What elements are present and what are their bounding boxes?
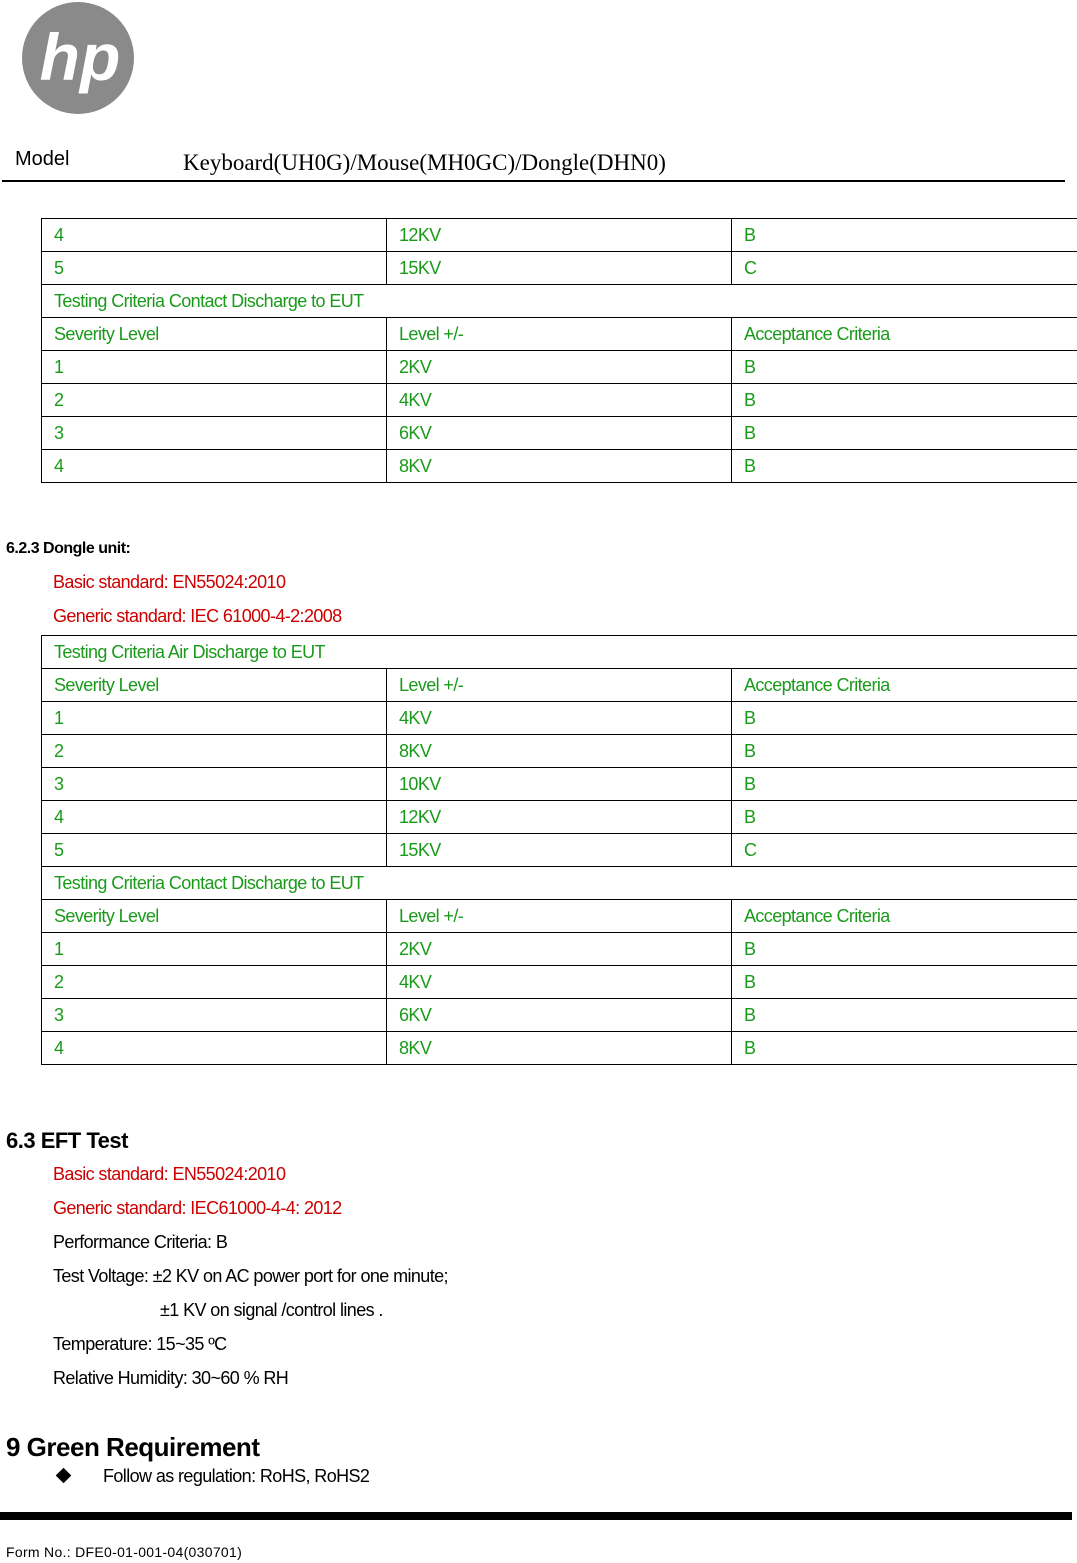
- criteria-cell: B: [732, 450, 1077, 483]
- column-header: Severity Level: [42, 900, 387, 933]
- column-header: Level +/-: [387, 318, 732, 351]
- eft-performance-criteria: Performance Criteria: B: [53, 1232, 228, 1252]
- hp-logo-text: hp: [39, 20, 121, 94]
- eft-heading: 6.3 EFT Test: [6, 1128, 128, 1153]
- severity-cell: 2: [42, 384, 387, 417]
- level-cell: 4KV: [387, 384, 732, 417]
- contact-discharge-title: Testing Criteria Contact Discharge to EUT: [42, 867, 1077, 900]
- form-number: Form No.: DFE0-01-001-04(030701): [6, 1544, 243, 1560]
- severity-cell: 1: [42, 702, 387, 735]
- level-cell: 2KV: [387, 351, 732, 384]
- green-requirement-item: Follow as regulation: RoHS, RoHS2: [103, 1466, 370, 1486]
- severity-cell: 1: [42, 933, 387, 966]
- eft-generic-standard: Generic standard: IEC61000-4-4: 2012: [53, 1198, 342, 1218]
- dongle-esd-table: [41, 635, 1077, 1065]
- severity-cell: 3: [42, 999, 387, 1032]
- table-row: [42, 1032, 1077, 1065]
- level-cell: 8KV: [387, 1032, 732, 1065]
- severity-cell: 1: [42, 351, 387, 384]
- severity-cell: 3: [42, 417, 387, 450]
- criteria-cell: B: [732, 1032, 1077, 1065]
- level-cell: 4KV: [387, 702, 732, 735]
- header-divider: [2, 180, 1065, 182]
- severity-cell: 4: [42, 801, 387, 834]
- diamond-bullet-icon: [56, 1468, 72, 1484]
- table-row: [42, 702, 1077, 735]
- criteria-cell: B: [732, 417, 1077, 450]
- criteria-cell: B: [732, 735, 1077, 768]
- table-row: [42, 735, 1077, 768]
- dongle-generic-standard: Generic standard: IEC 61000-4-2:2008: [53, 606, 342, 626]
- severity-cell: 4: [42, 219, 387, 252]
- table-row: [42, 999, 1077, 1032]
- contact-discharge-title: Testing Criteria Contact Discharge to EUT: [42, 285, 1077, 318]
- criteria-cell: B: [732, 384, 1077, 417]
- level-cell: 6KV: [387, 417, 732, 450]
- severity-cell: 5: [42, 252, 387, 285]
- criteria-cell: B: [732, 219, 1077, 252]
- criteria-cell: B: [732, 999, 1077, 1032]
- footer-divider: [0, 1512, 1072, 1520]
- table-header-row: [42, 318, 1077, 351]
- level-cell: 12KV: [387, 219, 732, 252]
- hp-logo: [20, 0, 136, 116]
- column-header: Level +/-: [387, 900, 732, 933]
- table-section-title-row: [42, 636, 1077, 669]
- keyboard-contact-table: [41, 218, 1077, 483]
- level-cell: 15KV: [387, 252, 732, 285]
- column-header: Severity Level: [42, 318, 387, 351]
- table-row: [42, 768, 1077, 801]
- level-cell: 8KV: [387, 735, 732, 768]
- level-cell: 6KV: [387, 999, 732, 1032]
- column-header: Level +/-: [387, 669, 732, 702]
- eft-temperature: Temperature: 15~35 ºC: [53, 1334, 227, 1354]
- air-discharge-title: Testing Criteria Air Discharge to EUT: [42, 636, 1077, 669]
- table-row: [42, 384, 1077, 417]
- criteria-cell: C: [732, 252, 1077, 285]
- eft-test-voltage-signal: ±1 KV on signal /control lines .: [160, 1300, 383, 1320]
- severity-cell: 3: [42, 768, 387, 801]
- level-cell: 12KV: [387, 801, 732, 834]
- green-requirement-heading: 9 Green Requirement: [6, 1432, 260, 1462]
- column-header: Severity Level: [42, 669, 387, 702]
- dongle-heading: 6.2.3 Dongle unit:: [6, 540, 131, 557]
- severity-cell: 4: [42, 1032, 387, 1065]
- eft-test-voltage: Test Voltage: ±2 KV on AC power port for one minute;: [53, 1266, 448, 1286]
- eft-humidity: Relative Humidity: 30~60 % RH: [53, 1368, 289, 1388]
- table-section-title-row: [42, 867, 1077, 900]
- table-row: [42, 801, 1077, 834]
- table-row: [42, 351, 1077, 384]
- model-value: Keyboard(UH0G)/Mouse(MH0GC)/Dongle(DHN0): [183, 150, 666, 175]
- level-cell: 8KV: [387, 450, 732, 483]
- table-header-row: [42, 900, 1077, 933]
- criteria-cell: C: [732, 834, 1077, 867]
- level-cell: 2KV: [387, 933, 732, 966]
- table-row: [42, 966, 1077, 999]
- level-cell: 10KV: [387, 768, 732, 801]
- column-header: Acceptance Criteria: [732, 900, 1077, 933]
- severity-cell: 5: [42, 834, 387, 867]
- level-cell: 4KV: [387, 966, 732, 999]
- criteria-cell: B: [732, 702, 1077, 735]
- severity-cell: 4: [42, 450, 387, 483]
- severity-cell: 2: [42, 966, 387, 999]
- column-header: Acceptance Criteria: [732, 669, 1077, 702]
- column-header: Acceptance Criteria: [732, 318, 1077, 351]
- table-row: [42, 219, 1077, 252]
- eft-basic-standard: Basic standard: EN55024:2010: [53, 1164, 286, 1184]
- dongle-basic-standard: Basic standard: EN55024:2010: [53, 572, 286, 592]
- table-row: [42, 933, 1077, 966]
- table-row: [42, 417, 1077, 450]
- level-cell: 15KV: [387, 834, 732, 867]
- table-header-row: [42, 669, 1077, 702]
- criteria-cell: B: [732, 966, 1077, 999]
- table-section-title-row: [42, 285, 1077, 318]
- criteria-cell: B: [732, 768, 1077, 801]
- table-row: [42, 252, 1077, 285]
- model-label: Model: [15, 148, 70, 170]
- criteria-cell: B: [732, 801, 1077, 834]
- severity-cell: 2: [42, 735, 387, 768]
- table-row: [42, 450, 1077, 483]
- table-row: [42, 834, 1077, 867]
- criteria-cell: B: [732, 933, 1077, 966]
- criteria-cell: B: [732, 351, 1077, 384]
